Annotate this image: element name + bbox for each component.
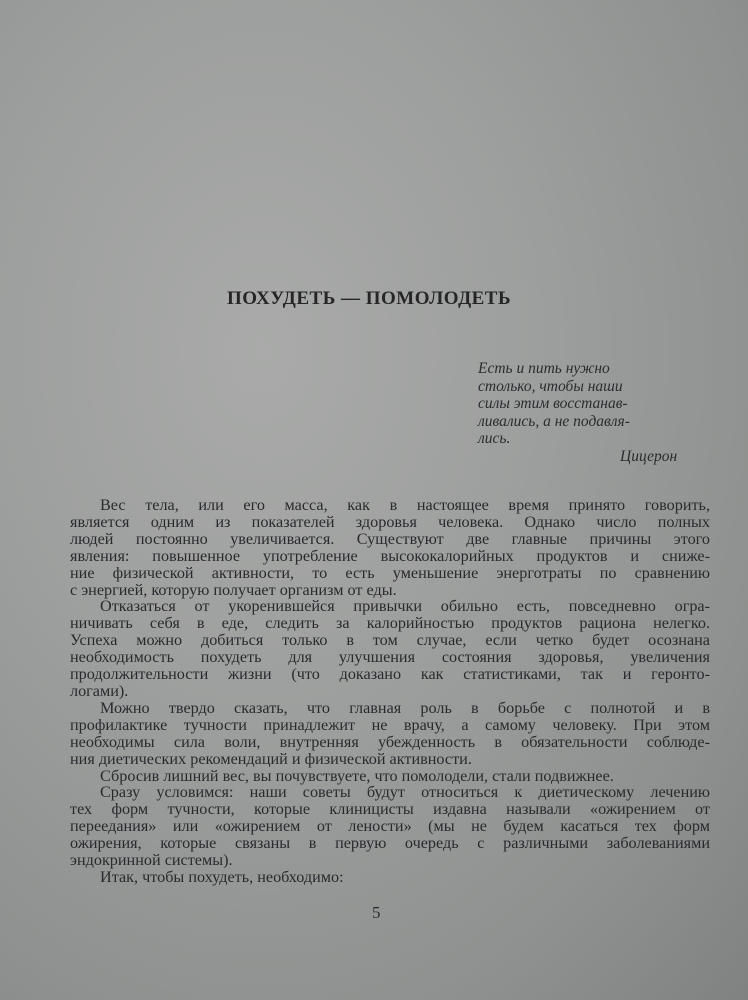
epigraph-line: столько, чтобы наши bbox=[478, 377, 623, 395]
text-line: явления: повышенное употребление высококалорийных продуктов и сниже- bbox=[70, 546, 710, 565]
epigraph-author: Цицерон bbox=[620, 448, 678, 465]
text-line: ничивать себя в еде, следить за калорийностью продуктов рациона нелегко. bbox=[70, 614, 710, 633]
text-line: Можно твердо сказать, что главная роль в борьбе с полнотой и в bbox=[100, 698, 710, 717]
text-line: эндокринной системы). bbox=[70, 851, 233, 870]
text-line: Сбросив лишний вес, вы почувствуете, что помолодели, стали подвижнее. bbox=[100, 766, 614, 785]
text-line: Успеха можно добиться только в том случае, если четко будет осознана bbox=[70, 631, 710, 650]
epigraph-line: силы этим восстанав- bbox=[478, 395, 628, 412]
text-line: ние физической активности, то есть уменьшение энерготраты по сравнению bbox=[70, 563, 710, 582]
epigraph bbox=[478, 360, 708, 448]
text-line: является одним из показателей здоровья человека. Однако число полных bbox=[70, 512, 710, 531]
text-line: Вес тела, или его масса, как в настоящее время принято говорить, bbox=[100, 496, 710, 514]
page-number: 5 bbox=[372, 903, 381, 922]
text-line: необходимы сила воли, внутренняя убежденность в обязательности соблюде- bbox=[70, 732, 710, 751]
text-line: Итак, чтобы похудеть, необходимо: bbox=[100, 867, 344, 886]
text-line: переедания» или «ожирением от лености» (мы не будем касаться тех форм bbox=[70, 817, 710, 836]
epigraph-line: лись. bbox=[478, 430, 511, 447]
text-line: профилактике тучности принадлежит не врачу, а самому человеку. При этом bbox=[70, 715, 710, 734]
chapter-title: ПОХУДЕТЬ — ПОМОЛОДЕТЬ bbox=[226, 288, 512, 309]
text-line: логами). bbox=[70, 681, 129, 700]
epigraph-line: ливались, а не подавля- bbox=[478, 412, 630, 430]
text-line: Отказаться от укоренившейся привычки обильно есть, повседневно огра- bbox=[100, 597, 710, 616]
text-line: продолжительности жизни (что доказано как статистиками, так и геронто- bbox=[70, 665, 710, 684]
body-text bbox=[70, 497, 710, 886]
text-line: необходимость похудеть для улучшения состояния здоровья, увеличения bbox=[70, 648, 710, 667]
text-line: Сразу условимся: наши советы будут относиться к диетическому лечению bbox=[100, 783, 710, 802]
epigraph-line: Есть и пить нужно bbox=[478, 360, 610, 377]
text-line: ожирения, которые связаны в первую очередь с различными заболеваниями bbox=[70, 834, 710, 853]
text-line: ния диетических рекомендаций и физической активности. bbox=[70, 749, 472, 768]
text-line: людей постоянно увеличивается. Существуют две главные причины этого bbox=[70, 529, 710, 548]
text-line: тех форм тучности, которые клиницисты издавна называли «ожирением от bbox=[70, 800, 710, 819]
text-line: с энергией, которую получает организм от еды. bbox=[70, 580, 397, 599]
